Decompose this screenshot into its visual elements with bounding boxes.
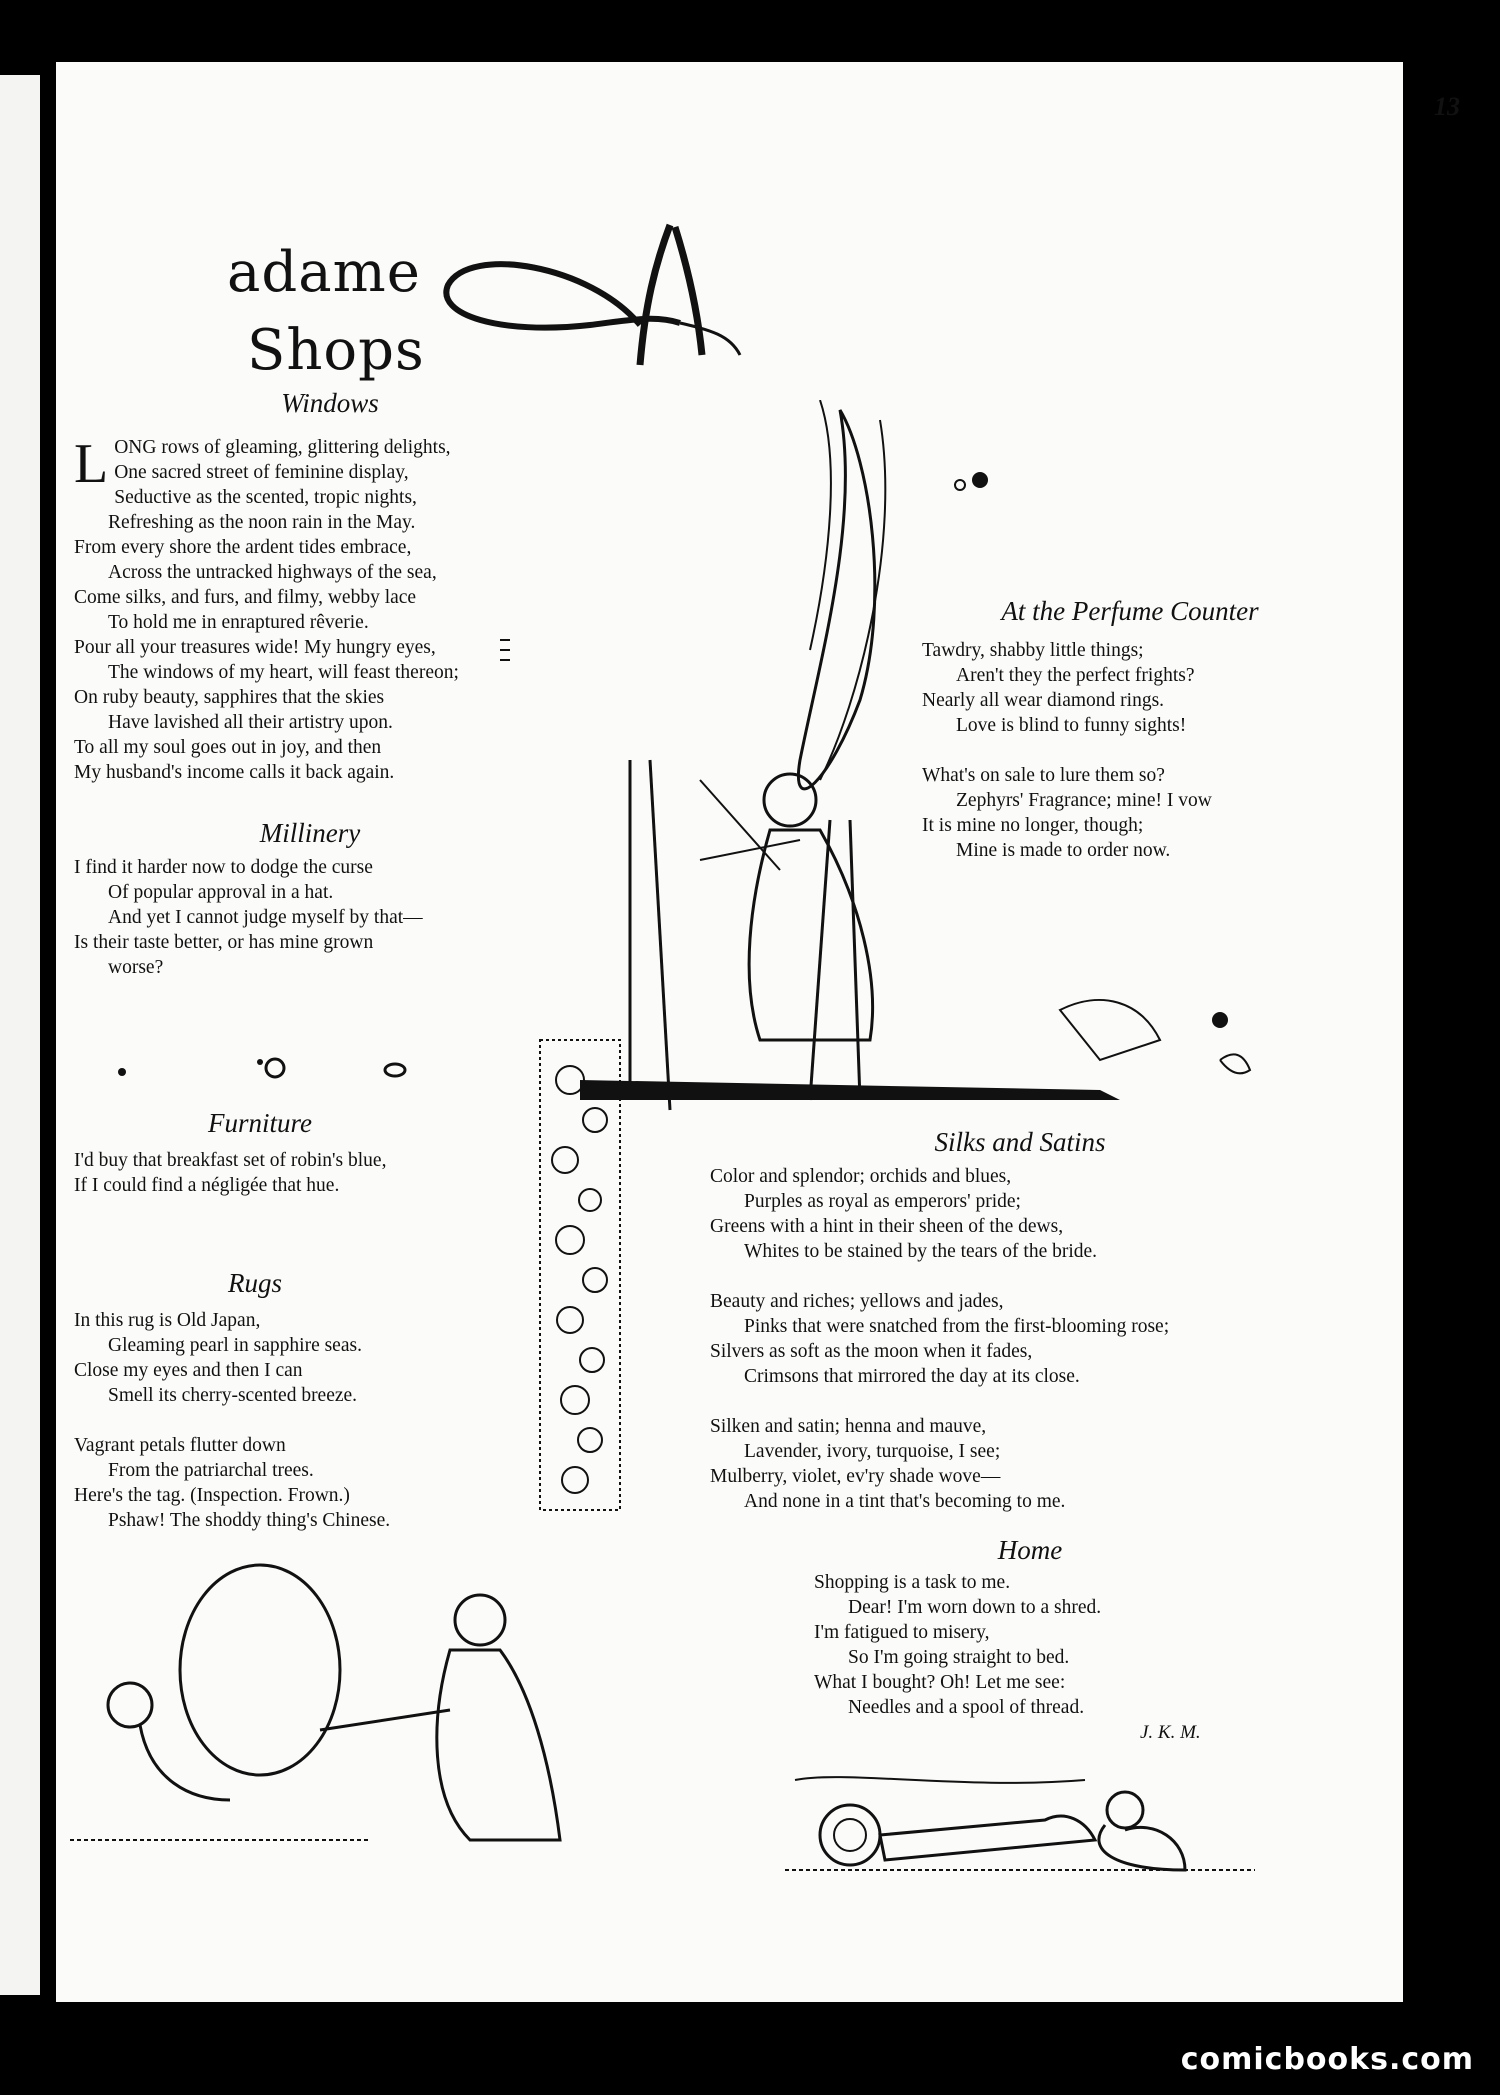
poem-line: Seductive as the scented, tropic nights, [114,487,417,508]
poem-line: Silvers as soft as the moon when it fades, [710,1341,1033,1362]
poem-line: Nearly all wear diamond rings. [922,690,1165,711]
poem-line [74,1408,390,1433]
poem-line: Is their taste better, or has mine grown [74,932,374,953]
poem-line: And none in a tint that's becoming to me. [744,1491,1066,1512]
poem-line: Shopping is a task to me. [814,1572,1011,1593]
poem-line: Across the untracked highways of the sea, [108,562,437,583]
poem-line: Zephyrs' Fragrance; mine! I vow [956,790,1212,811]
furniture-poem [74,1148,386,1198]
poem-line: My husband's income calls it back again. [74,762,395,783]
sleeping-shopper-illustration [785,1750,1285,1880]
perfume-title: At the Perfume Counter [1001,596,1259,626]
facing-page-edge [0,75,40,1995]
poem-line: And yet I cannot judge myself by that— [108,907,423,928]
poem-line: What's on sale to lure them so? [922,765,1165,786]
poem-line: Pshaw! The shoddy thing's Chinese. [108,1510,391,1531]
poem-line: Silken and satin; henna and mauve, [710,1416,987,1437]
rugs-poem [74,1308,390,1533]
poem-line: Tawdry, shabby little things; [922,640,1144,661]
millinery-title: Millinery [259,818,361,848]
millinery-poem [74,855,423,980]
poem-line: Come silks, and furs, and filmy, webby lace [74,587,417,608]
poem-line: Smell its cherry-scented breeze. [108,1385,358,1406]
poem-line: Mine is made to order now. [956,840,1171,861]
poem-line: Needles and a spool of thread. [848,1697,1085,1718]
title-line-1: adame [227,240,421,305]
poem-line: One sacred street of feminine display, [114,462,409,483]
angel-illustration [500,400,1320,1520]
poem-line: To hold me in enraptured rêverie. [108,612,369,633]
poem-line: Crimsons that mirrored the day at its close. [744,1366,1080,1387]
poem-line: Vagrant petals flutter down [74,1435,286,1456]
poem-line: Of popular approval in a hat. [108,882,334,903]
poem-line: Close my eyes and then I can [74,1360,303,1381]
page-number: 13 [1434,92,1460,121]
poem-line: Love is blind to funny sights! [956,715,1187,736]
poem-line: Gleaming pearl in sapphire seas. [108,1335,362,1356]
poem-line: Greens with a hint in their sheen of the dews, [710,1216,1064,1237]
poem-line: I'd buy that breakfast set of robin's blue, [74,1150,387,1171]
poem-line: In this rug is Old Japan, [74,1310,261,1331]
title-line-2: Shops [247,318,425,383]
watermark: comicbooks.com [1180,2042,1474,2077]
poem-line: Refreshing as the noon rain in the May. [108,512,416,533]
poem-line: Purples as royal as emperors' pride; [744,1191,1021,1212]
home-poem [814,1570,1101,1720]
poem-line: Have lavished all their artistry upon. [108,712,393,733]
poem-line: It is mine no longer, though; [922,815,1144,836]
poem-line: If I could find a négligée that hue. [74,1175,340,1196]
rug-bearers-illustration [70,1560,590,1860]
poem-line: Color and splendor; orchids and blues, [710,1166,1012,1187]
windows-title: Windows [281,388,379,418]
title-flourish [440,205,760,405]
poem-line: So I'm going straight to bed. [848,1647,1070,1668]
poem-line: ONG rows of gleaming, glittering delights, [114,437,451,458]
poem-line: The windows of my heart, will feast thereon; [108,662,459,683]
poem-line: Pour all your treasures wide! My hungry eyes, [74,637,436,658]
poem-line: Lavender, ivory, turquoise, I see; [744,1441,1001,1462]
poem-line: To all my soul goes out in joy, and then [74,737,382,758]
drop-cap: L [74,433,109,495]
furniture-title: Furniture [208,1108,312,1138]
poem-line: On ruby beauty, sapphires that the skies [74,687,385,708]
poem-line: Aren't they the perfect frights? [956,665,1195,686]
poem-line: I'm fatigued to misery, [814,1622,990,1643]
poem-line: Mulberry, violet, ev'ry shade wove— [710,1466,1001,1487]
rugs-title: Rugs [228,1268,282,1298]
poem-line: Whites to be stained by the tears of the bride. [744,1241,1098,1262]
silks-title: Silks and Satins [934,1127,1106,1157]
poem-line: From the patriarchal trees. [108,1460,314,1481]
poem-line: Beauty and riches; yellows and jades, [710,1291,1004,1312]
poem-line: From every shore the ardent tides embrace, [74,537,412,558]
poem-line: Pinks that were snatched from the first-blooming rose; [744,1316,1170,1337]
windows-poem [74,435,459,785]
home-title: Home [997,1535,1063,1565]
poem-line: Dear! I'm worn down to a shred. [848,1597,1102,1618]
signature: J. K. M. [1140,1722,1201,1743]
poem-line: Here's the tag. (Inspection. Frown.) [74,1485,350,1506]
poem-line: worse? [108,957,164,978]
petal-ornaments-1 [110,1050,430,1090]
poem-line: I find it harder now to dodge the curse [74,857,373,878]
poem-line: What I bought? Oh! Let me see: [814,1672,1066,1693]
